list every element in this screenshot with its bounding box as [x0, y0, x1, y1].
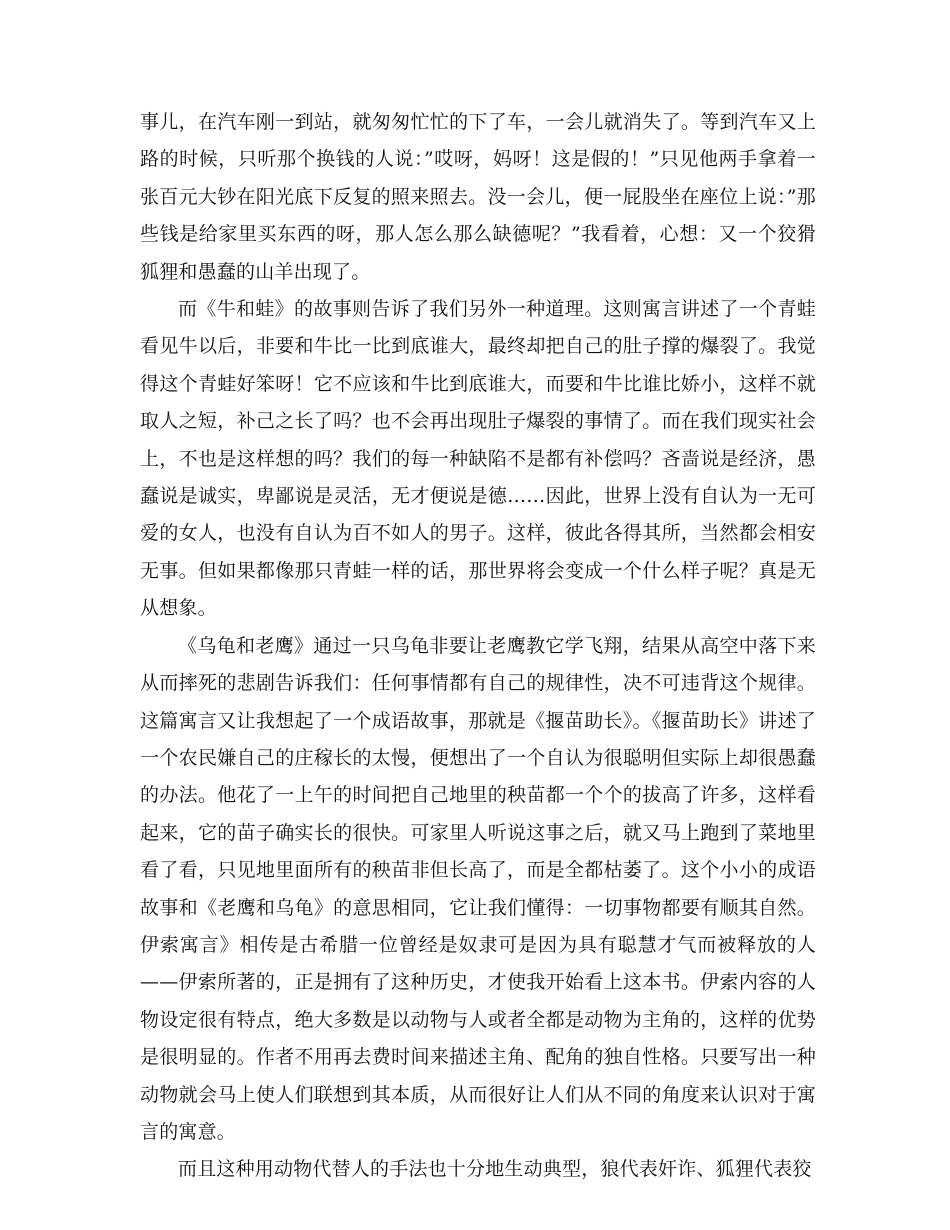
paragraph-1: 事儿，在汽车刚一到站，就匆匆忙忙的下了车，一会儿就消失了。等到汽车又上路的时候，只听那个换钱的人说：”哎呀，妈呀！这是假的！”只见他两手拿着一张百元大钞在阳光底下反复的照来照去。没一会儿，便一屁股坐在座位上说：”那些钱是给家里买东西的呀，那人怎么那么缺德呢？”我看着，心想：又一个狡猾狐狸和愚蠢的山羊出现了。 — [140, 111, 816, 283]
paragraph-3: 《乌龟和老鹰》通过一只乌龟非要让老鹰教它学飞翔，结果从高空中落下来从而摔死的悲剧告诉我们：任何事情都有自己的规律性，决不可违背这个规律。这篇寓言又让我想起了一个成语故事，那就是《揠苗助长》。《揠苗助长》讲述了一个农民嫌自己的庄稼长的太慢，便想出了一个自认为很聪明但实际上却很愚蠢的办法。他花了一上午的时间把自己地里的秧苗都一个个的拔高了许多，这样看起来，它的苗子确实长的很快。可家里人听说这事之后，就又马上跑到了菜地里看了看，只见地里面所有的秧苗非但长高了，而是全都枯萎了。这个小小的成语故事和《老鹰和乌龟》的意思相同，它让我们懂得：一切事物都要有顺其自然。伊索寓言》相传是古希腊一位曾经是奴隶可是因为具有聪慧才气而被释放的人——伊索所著的，正是拥有了这种历史，才使我开始看上这本书。伊索内容的人物设定很有特点，绝大多数是以动物与人或者全都是动物为主角的，这样的优势是很明显的。作者不用再去费时间来描述主角、配角的独自性格。只要写出一种动物就会马上使人们联想到其本质，从而很好让人们从不同的角度来认识对于寓言的寓意。 — [140, 634, 816, 1143]
paragraph-4: 而且这种用动物代替人的手法也十分地生动典型，狼代表奸诈、狐狸代表狡 — [178, 1158, 812, 1181]
body-text — [140, 104, 816, 1189]
paragraph-2: 而《牛和蛙》的故事则告诉了我们另外一种道理。这则寓言讲述了一个青蛙看见牛以后，非要和牛比一比到底谁大，最终却把自己的肚子撑的爆裂了。我觉得这个青蛙好笨呀！它不应该和牛比到底谁大，而要和牛比谁比娇小，这样不就取人之短，补己之长了吗？也不会再出现肚子爆裂的事情了。而在我们现实社会上，不也是这样想的吗？我们的每一种缺陷不是都有补偿吗？吝啬说是经济，愚蠢说是诚实，卑鄙说是灵活，无才便说是德……因此，世界上没有自认为一无可爱的女人，也没有自认为百不如人的男子。这样，彼此各得其所，当然都会相安无事。但如果都像那只青蛙一样的话，那世界将会变成一个什么样子呢？真是无从想象。 — [140, 298, 816, 620]
